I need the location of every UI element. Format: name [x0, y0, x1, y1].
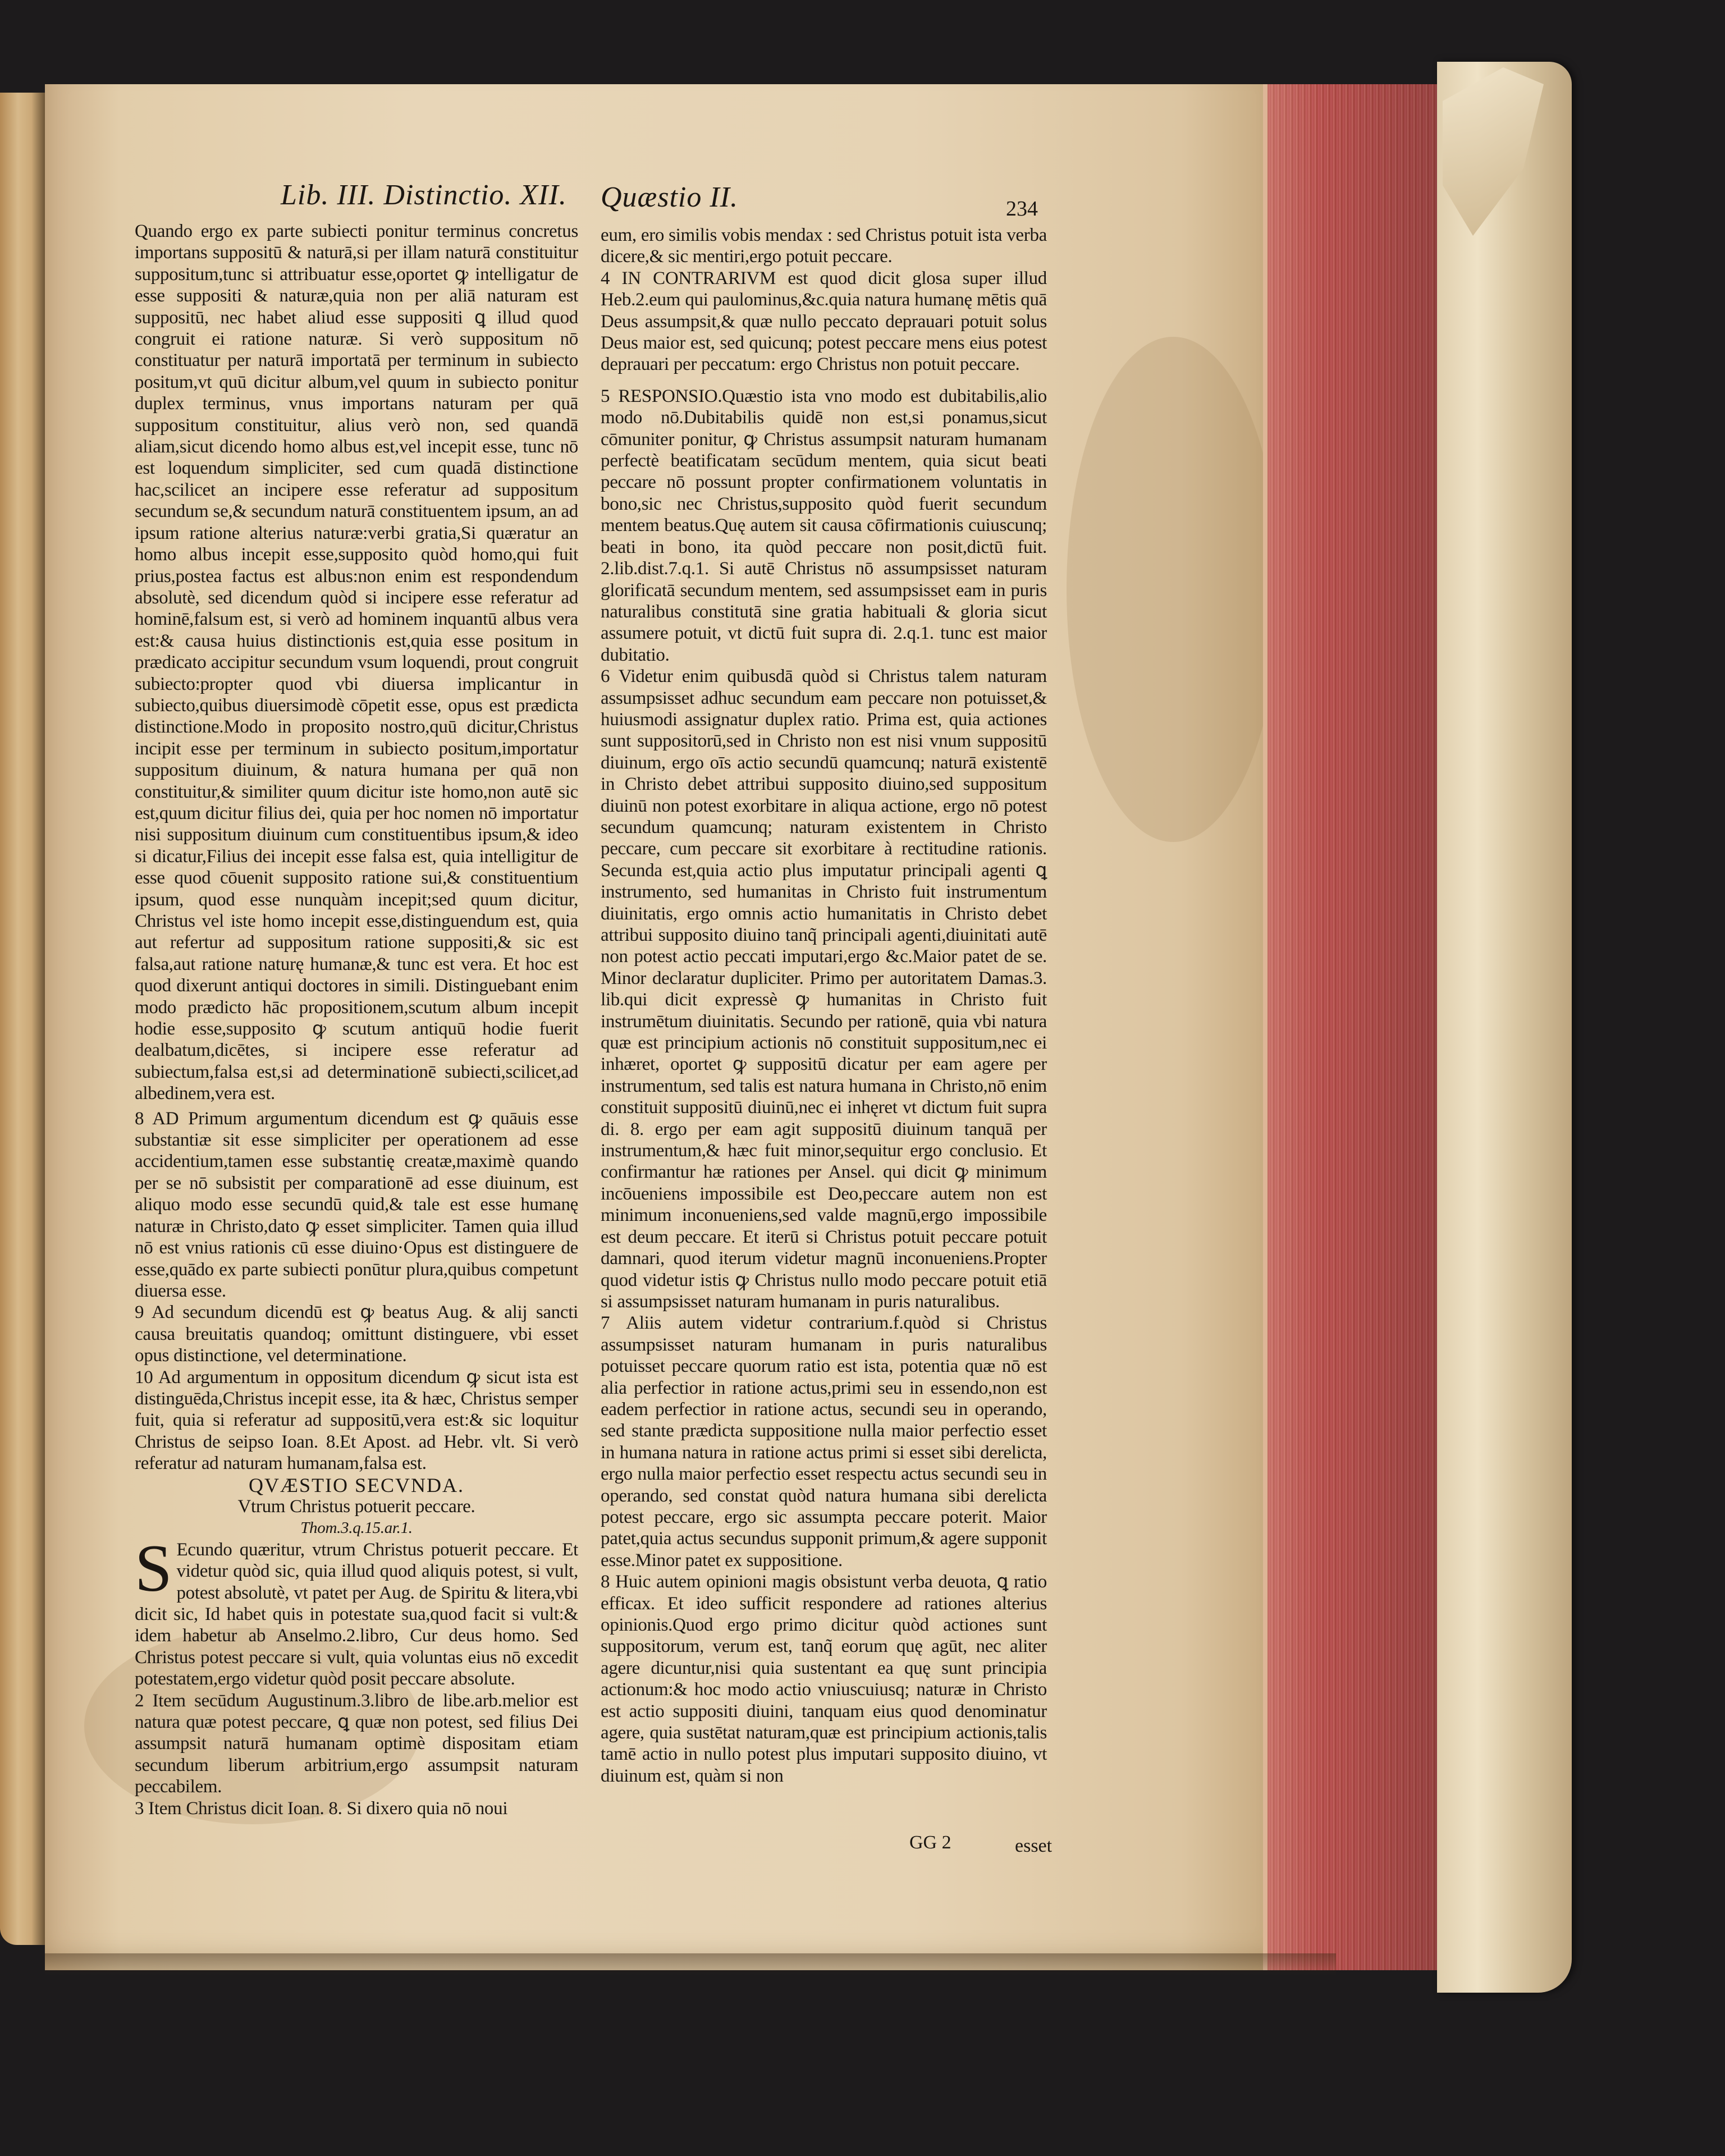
paragraph: 4 IN CONTRARIVM est quod dicit glosa super illud Heb.2.eum qui paulominus,&c.quia natura humanę mētis quā Deus assumpsit,& quæ nullo peccato deprauari potuit solus Deus maior est, sed quicunq; potest peccare mens eius potest deprauari per peccatum: ergo Christus non potuit peccare. — [601, 268, 1047, 375]
paragraph: 10 Ad argumentum in oppositum dicendum ꝙ sicut ista est distinguēda,Christus incepit esse, ita & hæc, Christus semper fuit, quia si referatur ad suppositū,vera est:& sic loquitur Christus de seipso Ioan. 8.Et Apost. ad Hebr. vlt. Si verò referatur ad naturam humanam,falsa est. — [135, 1367, 578, 1474]
signature-mark: GG 2 — [909, 1832, 951, 1853]
paragraph: 8 Huic autem opinioni magis obsistunt verba deuota, ꝗ ratio efficax. Et ideo sufficit respondere ad rationes alterius opinionis.Quod ergo primo dicitur quòd actiones sunt suppositorum, verum est, tanq̃ eorum quę agūt, nec aliter agere dicuntur,nisi quia sustentant ea quę sunt principia actionum:& hoc modo actio vniuscuiusq; naturæ in Christo est actio suppositi diuini, tanquam eius quod denominatur agere, quia sustētat naturam,quæ est principium actionis,talis tamē actio in nullo potest plus imputari supposito diuino, vt diuinum est, quàm si non — [601, 1572, 1047, 1786]
running-head-right: Quæstio II. — [601, 181, 738, 213]
paragraph: eum, ero similis vobis mendax : sed Christus potuit ista verba dicere,& sic mentiri,ergo potuit peccare. — [601, 225, 1047, 267]
folio-number: 234 — [1006, 197, 1038, 221]
catchword: esset — [1015, 1835, 1053, 1856]
paragraph: 8 AD Primum argumentum dicendum est ꝙ quāuis esse substantiæ sit esse simpliciter per operationem ad esse accidentium,tamen esse substantię creatæ,maximè quando per se nō subsistit per comparationē ad esse diuinum, est aliquo modo esse secundū quid,& tale est esse humanę naturæ in Christo,dato ꝙ esset simpliciter. Tamen quia illud nō est vnius rationis cū esse diuino·Opus est distinguere de esse,quādo ex parte subiecti ponūtur plura,quibus competunt diuersa esse. — [135, 1108, 578, 1301]
right-column — [601, 225, 1047, 1787]
question-subtitle: Vtrum Christus potuerit peccare. — [237, 1496, 475, 1517]
drop-capital: S — [135, 1530, 172, 1605]
running-head-left: Lib. III. Distinctio. XII. — [281, 179, 567, 211]
paragraph: 2 Item secūdum Augustinum.3.libro de libe.arb.melior est natura quæ potest peccare, ꝗ quæ non potest, sed filius Dei assumpsit naturā humanam optimè dispositam etiam secundum liberum arbitrium,ergo assumpsit naturam peccabilem. — [135, 1690, 578, 1797]
paragraph: 9 Ad secundum dicendū est ꝙ beatus Aug. & alij sancti causa breuitatis quandoq; omittunt distinguere, vbi esset opus distinctione, vel determinatione. — [135, 1302, 578, 1366]
fore-edge-shading — [1263, 84, 1454, 1970]
paragraph-text: Ecundo quæritur, vtrum Christus potuerit peccare. Et videtur quòd sic, quia illud quod aliquis potest, si vult, potest absolutè, vt patet per Aug. de Spiritu & litera,vbi dicit sic, Id habet quis in potestate sua,quod facit si vult:& idem habetur ab Anselmo.2.libro, Cur deus homo. Sed Christus potest peccare si vult, quia voluntas eius nō excedit potestatem,ergo videtur quòd posit peccare absolute. — [135, 1539, 578, 1690]
vellum-cover — [1437, 62, 1572, 1993]
page-shadow — [45, 1953, 1336, 1976]
paragraph: 7 Aliis autem videtur contrarium.f.quòd si Christus assumpsisset naturam humanam in puris naturalibus potuisset peccare quorum ratio est ista, potentia quæ nō est alia perfectior in ratione actus,primi seu in essendo,non est eadem perfectior in ratione actus, secundi seu in operando, sed stante prædicta suppositione nulla maior perfectio esset in humana natura in ratione actus primi si esset sibi derelicta, ergo nulla maior perfectio esset respectu actus secundi seu in operando, sed constat quòd natura humana sibi derelicta potest peccare, ergo sic assumpta peccare poterit. Maior patet,quia actus secundus supponit primum,& agere supponit esse.Minor patet ex suppositione. — [601, 1313, 1047, 1571]
paragraph: 6 Videtur enim quibusdā quòd si Christus talem naturam assumpsisset adhuc secundum eam peccare non potuisset,& huiusmodi assignatur duplex ratio. Prima est, quia actiones sunt suppositorū,sed in Christo non est nisi vnum suppositū diuinum, ergo oīs actio secundū quamcunq; naturā existentē in Christo debet attribui supposito diuino,sed suppositum diuinū non potest exorbitare in aliqua actione, ergo nō potest secundum quamcunq; naturam existentem in Christo peccare, cum peccare sit exorbitare à rectitudine rationis. Secunda est,quia actio plus imputatur principali agenti ꝗ instrumento, sed humanitas in Christo fuit instrumentum diuinitatis, ergo omnis actio humanitatis in Christo debet attribui supposito diuino tanq̃ principali agenti,diuinitati autē non potest actio peccati imputari,ergo &c.Maior patet de se. Minor declaratur dupliciter. Primo per autoritatem Damas.3. lib.qui dicit expressè ꝙ humanitas in Christo fuit instrumētum diuinitatis. Secundo per rationē, quia vbi natura quæ est principium actionis nō constituit suppositum,nec ei inhæret, oportet ꝙ suppositū dicatur per eam agere per instrumentum, sed talis est natura humana in Christo,nō enim constituit suppositū diuinū,nec ei inhęret vt dictum fuit supra di. 8. ergo per eam agit suppositū diuinum tanquā per instrumentum,& hæc fuit minor,sequitur ergo conclusio. Et confirmantur hæ rationes per Ansel. qui dicit ꝙ minimum incōueniens impossibile est Deo,peccare autem non est minimum inconueniens,sed valde magnū,ergo impossibile est deum peccare. Et iterū si Christus potuit peccare potuit damnari, quod iterum videtur magnū inconueniens.Propter quod videtur istis ꝙ Christus nullo modo peccare potuit etiā si assumpsisset naturam humanam in puris naturalibus. — [601, 666, 1047, 1312]
question-reference: Thom.3.q.15.ar.1. — [300, 1519, 413, 1537]
facing-page-edge — [0, 93, 45, 1945]
paragraph: 5 RESPONSIO.Quæstio ista vno modo est dubitabilis,alio modo nō.Dubitabilis quidē non est,si ponamus,sicut cōmuniter ponitur, ꝙ Christus assumpsit naturam humanam perfectè beatificatam secūdum mentem, quia sicut beati peccare nō possunt propter confirmationem voluntatis in bono,sic nec Christus,supposito quòd fuerit secundum mentem beatus.Quę autem sit causa cōfirmationis cuiuscunq; beati in bono, ita quòd peccare non posit,dictū fuit. 2.lib.dist.7.q.1. Si autē Christus nō assumpsisset naturam glorificatā secundum mentem, sed assumpsisset eam in puris naturalibus constitutā sine gratia habituali & gloria sicut assumere potuit, vt dictū fuit supra di. 2.q.1. tunc est maior dubitatio. — [601, 386, 1047, 665]
paragraph: 3 Item Christus dicit Ioan. 8. Si dixero quia nō noui — [135, 1798, 508, 1819]
question-title: QVÆSTIO SECVNDA. — [248, 1473, 465, 1496]
paragraph — [135, 1530, 578, 1690]
page-stain — [1067, 337, 1280, 842]
paragraph: Quando ergo ex parte subiecti ponitur terminus concretus importans suppositū & naturā,si per illam naturā constituitur suppositum,tunc si attribuatur esse,oportet ꝙ intelligatur de esse suppositi & naturæ,quia non per aliā naturam est suppositū, nec habet aliud esse suppositi ꝗ illud quod congruit ei ratione naturæ. Si verò suppositum nō constituatur per naturā importatā per terminum in subiecto positum,vt quū dicitur album,vel quum in subiecto ponitur duplex terminus, vnus importans naturam per quā suppositum constituitur, alius verò non, sed quandā aliam,sicut dicendo homo albus est,vel incepit esse, tunc nō est loquendum simpliciter, sed cum quadā distinctione hac,scilicet an incipere esse referatur ad suppositum secundum se,& secundum naturā constituentem ipsum, an ad ipsum ratione alterius naturæ:verbi gratia,Si quæratur an homo albus incepit esse,supposito quòd homo,qui fuit prius,postea factus est albus:non enim est respondendum absolutè, sed dicendum quòd si incipere esse referatur ad hominē,falsum est, si verò ad hominem inquantū albus vera est:& causa huius distinctionis est,quia esse positum in prædicato accipitur secundum vsum loquendi, prout congruit subiecto:propter quod vbi diuersa implicantur in subiecto,quibus diuersimodè cōpetit esse, opus est prædicta distinctione.Modo in proposito nostro,quū dicitur,Christus incipit esse per terminum in subiecto positum,importatur suppositum diuinum, & natura humana per quā non constituitur,& similiter quum dicitur iste homo,non autē sic est,quum dicitur filius dei, quia per hoc nomen nō importatur nisi suppositum diuinum cum constituentibus ipsum,& ideo si dicatur,Filius dei incepit esse falsa est, quia intelligitur de esse quod cōuenit supposito ratione sui,& constituentium ipsum, quod esse nunquàm incepit;sed quum dicitur, Christus vel iste homo incepit esse,distinguendum est, quia aut refertur ad suppositum ratione suppositi,& sic est falsa,aut ratione naturę humanæ,& tunc est vera. Et hoc est quod dixerunt antiqui doctores in simili. Distinguebant enim modo prædicto hāc propositionem,scutum album incepit hodie esse,supposito ꝙ scutum antiquū hodie fuerit dealbatum,dicētes, si incipere esse referatur ad subiectum,falsa est,si ad determinationē subiecti,scilicet,ad albedinem,vera est. — [135, 221, 578, 1104]
left-column — [135, 221, 578, 1819]
